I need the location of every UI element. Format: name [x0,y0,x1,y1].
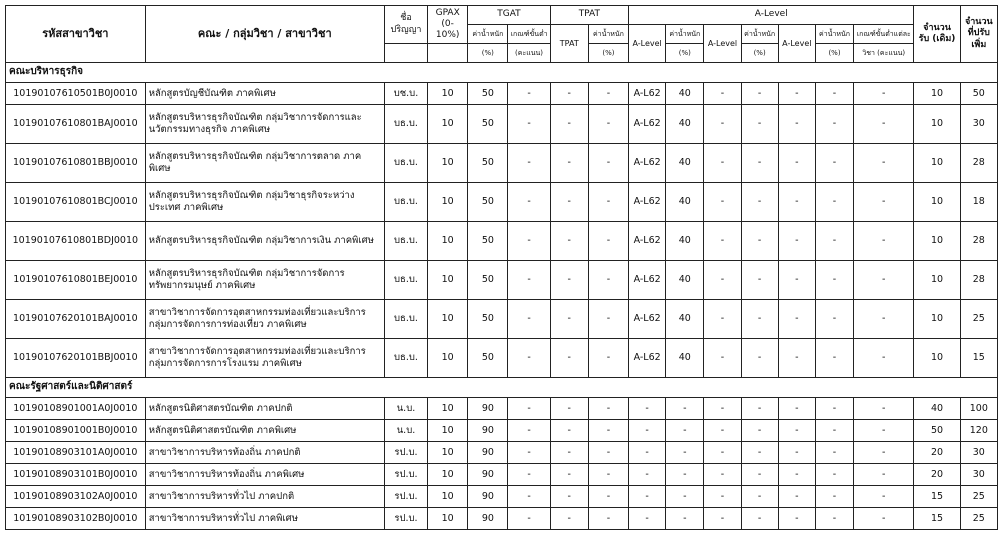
adjusted-seats: 30 [960,464,997,486]
alevel-2: - [704,420,741,442]
program-code: 10190108901001A0J0010 [6,398,146,420]
alevel-min: - [854,105,914,144]
alevel-3-weight: - [815,144,853,183]
header-gpax-empty [428,44,468,63]
degree: รป.บ. [384,464,427,486]
alevel-3: - [778,300,815,339]
tgat-weight: 50 [468,105,508,144]
alevel-2: - [704,398,741,420]
tpat-weight: - [588,144,628,183]
header-alevel-2-weight-unit: (%) [741,44,778,63]
alevel-min: - [854,442,914,464]
orig-seats: 10 [914,83,960,105]
alevel-3-weight: - [815,183,853,222]
tpat: - [550,261,588,300]
tgat-min: - [508,486,550,508]
header-alevel-1-weight-unit: (%) [666,44,704,63]
orig-seats: 10 [914,300,960,339]
tgat-min: - [508,83,550,105]
alevel-3: - [778,508,815,530]
program-name: หลักสูตรบริหารธุรกิจบัณฑิต กลุ่มวิชาการตลาด ภาคพิเศษ [145,144,384,183]
table-row [6,398,998,420]
tgat-weight: 50 [468,183,508,222]
degree: บธ.บ. [384,222,427,261]
table-row [6,183,998,222]
alevel-2-weight: - [741,442,778,464]
table-row [6,222,998,261]
alevel-3-weight: - [815,300,853,339]
tpat-weight: - [588,105,628,144]
tpat: - [550,486,588,508]
gpax: 10 [428,464,468,486]
tgat-weight: 50 [468,144,508,183]
program-name: หลักสูตรบัญชีบัณฑิต ภาคพิเศษ [145,83,384,105]
alevel-1: A-L62 [629,339,666,378]
program-code: 10190107610501B0J0010 [6,83,146,105]
alevel-3: - [778,442,815,464]
alevel-3: - [778,261,815,300]
table-row [6,339,998,378]
alevel-3: - [778,486,815,508]
degree: น.บ. [384,420,427,442]
alevel-2: - [704,300,741,339]
tgat-min: - [508,144,550,183]
alevel-2-weight: - [741,105,778,144]
alevel-2: - [704,222,741,261]
alevel-3-weight: - [815,83,853,105]
degree: บธ.บ. [384,144,427,183]
program-code: 10190108903101A0J0010 [6,442,146,464]
alevel-2-weight: - [741,83,778,105]
header-min-subject: เกณฑ์ขั้นต่ำแต่ละ [854,25,914,44]
table-row [6,105,998,144]
degree: รป.บ. [384,442,427,464]
faculty-row [6,378,998,398]
orig-seats: 10 [914,144,960,183]
alevel-1-weight: - [666,442,704,464]
alevel-1: - [629,398,666,420]
alevel-1-weight: - [666,508,704,530]
header-alevel-1: A-Level [629,25,666,63]
alevel-1: A-L62 [629,105,666,144]
alevel-3-weight: - [815,105,853,144]
tgat-weight: 50 [468,339,508,378]
alevel-min: - [854,420,914,442]
program-code: 10190107610801BDJ0010 [6,222,146,261]
tpat-weight: - [588,300,628,339]
alevel-2: - [704,105,741,144]
program-code: 10190107610801BEJ0010 [6,261,146,300]
alevel-1-weight: 40 [666,222,704,261]
program-code: 10190107610801BBJ0010 [6,144,146,183]
orig-seats: 20 [914,464,960,486]
program-name: สาขาวิชาการบริหารทั่วไป ภาคพิเศษ [145,508,384,530]
tpat: - [550,464,588,486]
alevel-3: - [778,222,815,261]
tpat: - [550,83,588,105]
tgat-weight: 50 [468,222,508,261]
adjusted-seats: 25 [960,508,997,530]
tgat-min: - [508,261,550,300]
header-tgat-min: เกณฑ์ขั้นต่ำ [508,25,550,44]
faculty-row [6,63,998,83]
alevel-2: - [704,261,741,300]
alevel-1-weight: - [666,420,704,442]
header-tpat: TPAT [550,6,628,25]
adjusted-seats: 120 [960,420,997,442]
adjusted-seats: 18 [960,183,997,222]
faculty-name: คณะบริหารธุรกิจ [6,63,998,83]
degree: รป.บ. [384,486,427,508]
degree: บธ.บ. [384,105,427,144]
alevel-3-weight: - [815,398,853,420]
table-row [6,464,998,486]
tgat-min: - [508,222,550,261]
tgat-weight: 90 [468,508,508,530]
program-name: หลักสูตรนิติศาสตรบัณฑิต ภาคพิเศษ [145,420,384,442]
tpat: - [550,442,588,464]
alevel-2: - [704,508,741,530]
alevel-3-weight: - [815,420,853,442]
alevel-1: A-L62 [629,222,666,261]
alevel-3: - [778,464,815,486]
alevel-min: - [854,464,914,486]
table-body [6,63,998,530]
table-row [6,508,998,530]
alevel-2: - [704,442,741,464]
table-row [6,261,998,300]
tpat: - [550,398,588,420]
header-degree-empty [384,44,427,63]
alevel-min: - [854,222,914,261]
table-row [6,442,998,464]
alevel-2: - [704,339,741,378]
tpat-weight: - [588,83,628,105]
program-code: 10190108903102B0J0010 [6,508,146,530]
tgat-min: - [508,442,550,464]
degree: บธ.บ. [384,339,427,378]
program-code: 10190108903102A0J0010 [6,486,146,508]
alevel-1-weight: - [666,464,704,486]
degree: บช.บ. [384,83,427,105]
adjusted-seats: 50 [960,83,997,105]
tgat-weight: 90 [468,398,508,420]
program-code: 10190107610801BAJ0010 [6,105,146,144]
alevel-2-weight: - [741,420,778,442]
tgat-weight: 90 [468,442,508,464]
adjusted-seats: 100 [960,398,997,420]
degree: รป.บ. [384,508,427,530]
tgat-weight: 90 [468,486,508,508]
program-name: หลักสูตรนิติศาสตรบัณฑิต ภาคปกติ [145,398,384,420]
tgat-min: - [508,398,550,420]
alevel-2: - [704,486,741,508]
header-tgat-min-unit: (คะแนน) [508,44,550,63]
alevel-1-weight: 40 [666,261,704,300]
tgat-weight: 50 [468,300,508,339]
tpat-weight: - [588,420,628,442]
alevel-1: A-L62 [629,144,666,183]
program-name: หลักสูตรบริหารธุรกิจบัณฑิต กลุ่มวิชาการเงิน ภาคพิเศษ [145,222,384,261]
tpat-weight: - [588,508,628,530]
orig-seats: 15 [914,508,960,530]
adjusted-seats: 15 [960,339,997,378]
table-row [6,144,998,183]
degree: น.บ. [384,398,427,420]
tpat: - [550,222,588,261]
alevel-2-weight: - [741,508,778,530]
tpat-weight: - [588,464,628,486]
program-code: 10190107610801BCJ0010 [6,183,146,222]
adjusted-seats: 28 [960,222,997,261]
table-row [6,300,998,339]
adjusted-seats: 30 [960,442,997,464]
alevel-3-weight: - [815,222,853,261]
header-orig-seats: จำนวน รับ (เดิม) [914,6,960,63]
header-tgat-weight: ค่าน้ำหนัก [468,25,508,44]
alevel-3-weight: - [815,508,853,530]
alevel-1: A-L62 [629,183,666,222]
alevel-min: - [854,486,914,508]
alevel-min: - [854,339,914,378]
program-code: 10190107620101BBJ0010 [6,339,146,378]
alevel-3: - [778,339,815,378]
orig-seats: 50 [914,420,960,442]
orig-seats: 10 [914,183,960,222]
table-row [6,83,998,105]
adjusted-seats: 28 [960,261,997,300]
alevel-2-weight: - [741,398,778,420]
program-code: 10190108903101B0J0010 [6,464,146,486]
table-row [6,420,998,442]
header-tgat: TGAT [468,6,550,25]
program-name: หลักสูตรบริหารธุรกิจบัณฑิต กลุ่มวิชาการจัดการทรัพยากรมนุษย์ ภาคพิเศษ [145,261,384,300]
tgat-weight: 50 [468,83,508,105]
tgat-min: - [508,420,550,442]
header-tpat-weight: ค่าน้ำหนัก [588,25,628,44]
tpat: - [550,420,588,442]
header-degree: ชื่อ ปริญญา [384,6,427,44]
alevel-3-weight: - [815,339,853,378]
gpax: 10 [428,339,468,378]
alevel-2-weight: - [741,183,778,222]
alevel-min: - [854,183,914,222]
degree: บธ.บ. [384,183,427,222]
program-name: สาขาวิชาการบริหารท้องถิ่น ภาคปกติ [145,442,384,464]
tpat: - [550,508,588,530]
tgat-min: - [508,464,550,486]
alevel-3-weight: - [815,261,853,300]
orig-seats: 10 [914,105,960,144]
alevel-2: - [704,183,741,222]
alevel-min: - [854,261,914,300]
alevel-2-weight: - [741,300,778,339]
gpax: 10 [428,486,468,508]
alevel-1-weight: 40 [666,339,704,378]
header-code: รหัสสาขาวิชา [6,6,146,63]
tgat-min: - [508,339,550,378]
program-name: หลักสูตรบริหารธุรกิจบัณฑิต กลุ่มวิชาการจัดการและนวัตกรรมทางธุรกิจ ภาคพิเศษ [145,105,384,144]
tpat: - [550,183,588,222]
header-adjusted-seats: จำนวน ที่ปรับเพิ่ม [960,6,997,63]
header-alevel-3-weight-unit: (%) [815,44,853,63]
gpax: 10 [428,508,468,530]
alevel-min: - [854,300,914,339]
program-name: สาขาวิชาการบริหารทั่วไป ภาคปกติ [145,486,384,508]
table-row [6,486,998,508]
alevel-2-weight: - [741,486,778,508]
alevel-2: - [704,83,741,105]
table-header [6,6,998,63]
alevel-1-weight: 40 [666,105,704,144]
header-tpat-weight-unit: (%) [588,44,628,63]
gpax: 10 [428,300,468,339]
gpax: 10 [428,183,468,222]
alevel-1: A-L62 [629,300,666,339]
tgat-min: - [508,300,550,339]
tpat: - [550,339,588,378]
alevel-3-weight: - [815,464,853,486]
gpax: 10 [428,261,468,300]
program-code: 10190108901001B0J0010 [6,420,146,442]
alevel-1: A-L62 [629,83,666,105]
alevel-2-weight: - [741,144,778,183]
program-name: หลักสูตรบริหารธุรกิจบัณฑิต กลุ่มวิชาธุรกิจระหว่างประเทศ ภาคพิเศษ [145,183,384,222]
alevel-min: - [854,508,914,530]
gpax: 10 [428,105,468,144]
header-program: คณะ / กลุ่มวิชา / สาขาวิชา [145,6,384,63]
tpat-weight: - [588,398,628,420]
tgat-min: - [508,105,550,144]
degree: บธ.บ. [384,300,427,339]
orig-seats: 10 [914,261,960,300]
header-tpat-col: TPAT [550,25,588,63]
alevel-3-weight: - [815,442,853,464]
alevel-1-weight: - [666,486,704,508]
alevel-1: A-L62 [629,261,666,300]
alevel-3: - [778,83,815,105]
header-gpax: GPAX (0-10%) [428,6,468,44]
gpax: 10 [428,420,468,442]
gpax: 10 [428,442,468,464]
alevel-2: - [704,144,741,183]
program-code: 10190107620101BAJ0010 [6,300,146,339]
header-alevel-2: A-Level [704,25,741,63]
alevel-1-weight: 40 [666,183,704,222]
tgat-min: - [508,508,550,530]
alevel-2-weight: - [741,261,778,300]
header-alevel-1-weight: ค่าน้ำหนัก [666,25,704,44]
orig-seats: 10 [914,222,960,261]
tgat-min: - [508,183,550,222]
alevel-1: - [629,420,666,442]
program-name: สาขาวิชาการจัดการอุตสาหกรรมท่องเที่ยวและบริการ กลุ่มการจัดการการท่องเที่ยว ภาคพิเศษ [145,300,384,339]
tpat: - [550,144,588,183]
tpat-weight: - [588,442,628,464]
gpax: 10 [428,83,468,105]
alevel-2-weight: - [741,339,778,378]
tpat-weight: - [588,339,628,378]
gpax: 10 [428,144,468,183]
header-alevel: A-Level [629,6,914,25]
header-min-subject-unit: วิชา (คะแนน) [854,44,914,63]
alevel-1-weight: - [666,398,704,420]
gpax: 10 [428,222,468,261]
alevel-1: - [629,508,666,530]
orig-seats: 10 [914,339,960,378]
alevel-1-weight: 40 [666,144,704,183]
alevel-min: - [854,144,914,183]
adjusted-seats: 28 [960,144,997,183]
program-name: สาขาวิชาการบริหารท้องถิ่น ภาคพิเศษ [145,464,384,486]
alevel-3: - [778,144,815,183]
alevel-3: - [778,105,815,144]
tpat-weight: - [588,261,628,300]
alevel-1: - [629,486,666,508]
alevel-3-weight: - [815,486,853,508]
tgat-weight: 50 [468,261,508,300]
tpat-weight: - [588,486,628,508]
tpat-weight: - [588,222,628,261]
alevel-3: - [778,420,815,442]
alevel-min: - [854,398,914,420]
program-name: สาขาวิชาการจัดการอุตสาหกรรมท่องเที่ยวและบริการ กลุ่มการจัดการการโรงแรม ภาคพิเศษ [145,339,384,378]
alevel-3: - [778,398,815,420]
degree: บธ.บ. [384,261,427,300]
alevel-2-weight: - [741,464,778,486]
adjusted-seats: 25 [960,300,997,339]
tpat: - [550,105,588,144]
header-tgat-weight-unit: (%) [468,44,508,63]
adjusted-seats: 25 [960,486,997,508]
alevel-2-weight: - [741,222,778,261]
tgat-weight: 90 [468,464,508,486]
alevel-1-weight: 40 [666,300,704,339]
alevel-1: - [629,464,666,486]
alevel-3: - [778,183,815,222]
gpax: 10 [428,398,468,420]
alevel-1: - [629,442,666,464]
orig-seats: 40 [914,398,960,420]
header-alevel-3: A-Level [778,25,815,63]
alevel-1-weight: 40 [666,83,704,105]
tgat-weight: 90 [468,420,508,442]
orig-seats: 15 [914,486,960,508]
orig-seats: 20 [914,442,960,464]
admission-table [5,5,998,530]
faculty-name: คณะรัฐศาสตร์และนิติศาสตร์ [6,378,998,398]
alevel-2: - [704,464,741,486]
adjusted-seats: 30 [960,105,997,144]
header-alevel-3-weight: ค่าน้ำหนัก [815,25,853,44]
alevel-min: - [854,83,914,105]
tpat-weight: - [588,183,628,222]
header-alevel-2-weight: ค่าน้ำหนัก [741,25,778,44]
tpat: - [550,300,588,339]
